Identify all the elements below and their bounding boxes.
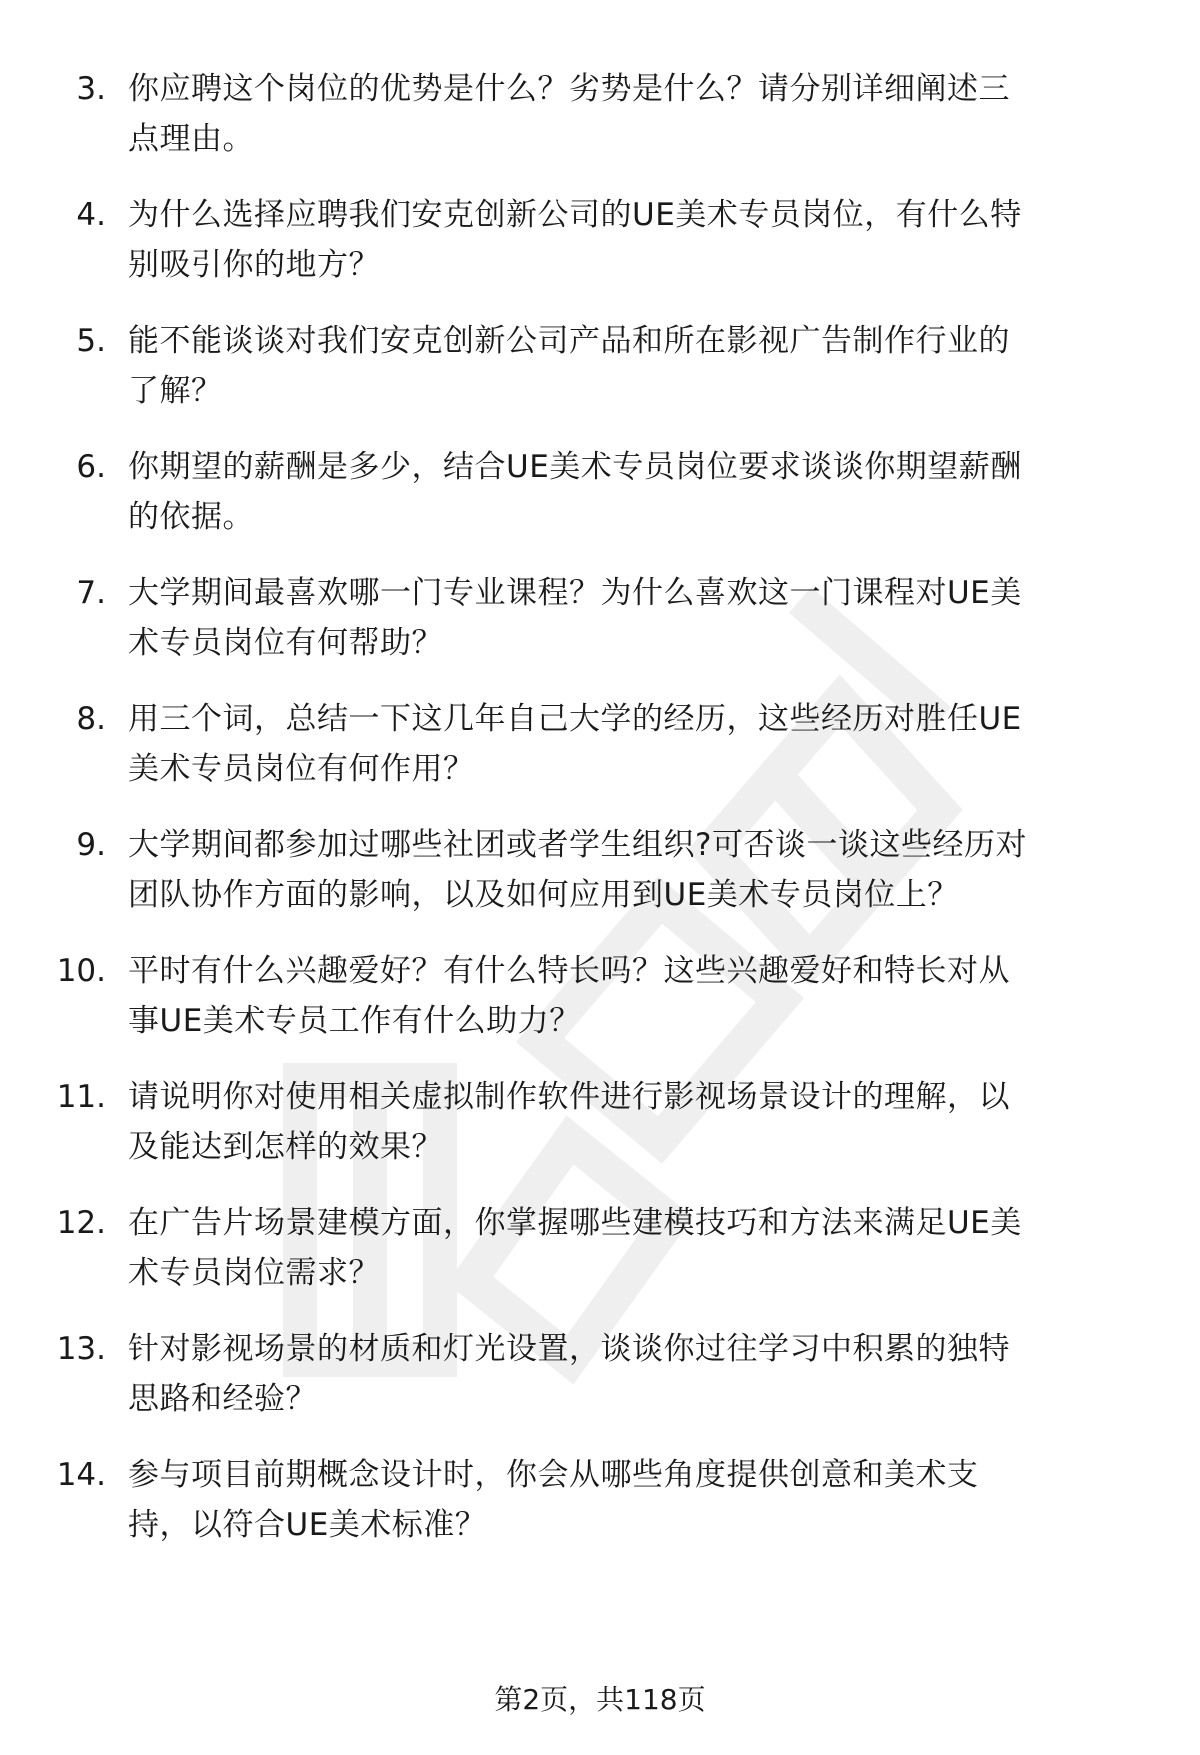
question-number: 12. — [56, 1205, 106, 1241]
list-item — [0, 190, 1200, 316]
page-footer: 第2页，共118页 — [494, 1683, 706, 1716]
list-item — [0, 316, 1200, 442]
question-number: 14. — [56, 1457, 106, 1493]
question-list — [0, 64, 1200, 1576]
question-number: 4. — [76, 197, 106, 233]
list-item — [0, 820, 1200, 946]
list-item — [0, 946, 1200, 1072]
question-text: 你应聘这个岗位的优势是什么？劣势是什么？请分别详细阐述三 点理由。 — [128, 71, 1010, 157]
question-number: 6. — [76, 449, 106, 485]
question-text: 为什么选择应聘我们安克创新公司的UE美术专员岗位，有什么特 别吸引你的地方？ — [128, 197, 1022, 283]
list-item — [0, 442, 1200, 568]
question-number: 8. — [76, 701, 106, 737]
question-text: 用三个词，总结一下这几年自己大学的经历，这些经历对胜任UE 美术专员岗位有何作用？ — [128, 701, 1022, 787]
question-text: 大学期间都参加过哪些社团或者学生组织?可否谈一谈这些经历对 团队协作方面的影响，以及如何应用到UE美术专员岗位上？ — [128, 827, 1027, 913]
question-number: 5. — [76, 323, 106, 359]
question-number: 3. — [76, 71, 106, 107]
list-item — [0, 568, 1200, 694]
list-item — [0, 1072, 1200, 1198]
question-text: 在广告片场景建模方面，你掌握哪些建模技巧和方法来满足UE美 术专员岗位需求？ — [128, 1205, 1022, 1291]
list-item — [0, 1324, 1200, 1450]
question-text: 参与项目前期概念设计时，你会从哪些角度提供创意和美术支 持，以符合UE美术标准？ — [128, 1457, 979, 1543]
question-text: 大学期间最喜欢哪一门专业课程？为什么喜欢这一门课程对UE美 术专员岗位有何帮助？ — [128, 575, 1022, 661]
question-text: 能不能谈谈对我们安克创新公司产品和所在影视广告制作行业的 了解？ — [128, 323, 1010, 409]
question-number: 11. — [56, 1079, 106, 1115]
question-number: 7. — [76, 575, 106, 611]
question-number: 9. — [76, 827, 106, 863]
question-text: 你期望的薪酬是多少，结合UE美术专员岗位要求谈谈你期望薪酬 的依据。 — [128, 449, 1022, 535]
question-text: 请说明你对使用相关虚拟制作软件进行影视场景设计的理解，以 及能达到怎样的效果？ — [128, 1079, 1010, 1165]
question-number: 13. — [56, 1331, 106, 1367]
question-text: 针对影视场景的材质和灯光设置，谈谈你过往学习中积累的独特 思路和经验？ — [128, 1331, 1010, 1417]
list-item — [0, 64, 1200, 190]
list-item — [0, 1450, 1200, 1576]
question-number: 10. — [56, 953, 106, 989]
list-item — [0, 694, 1200, 820]
question-text: 平时有什么兴趣爱好？有什么特长吗？这些兴趣爱好和特长对从 事UE美术专员工作有什么助力？ — [128, 953, 1010, 1039]
list-item — [0, 1198, 1200, 1324]
